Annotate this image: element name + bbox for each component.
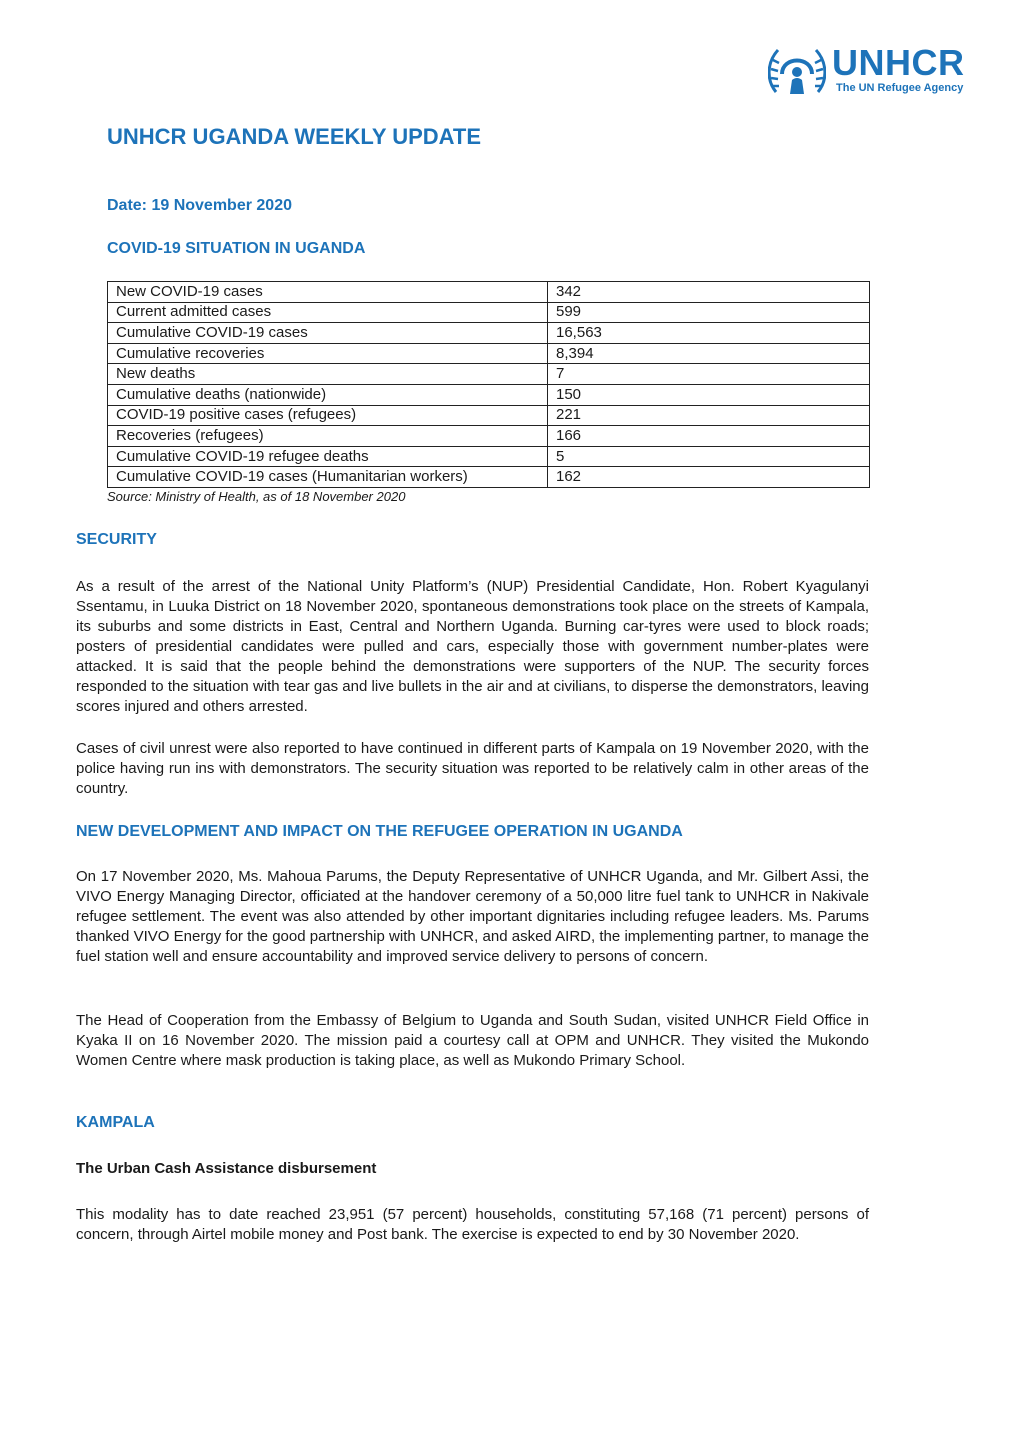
kampala-paragraph: This modality has to date reached 23,951 (57 percent) households, constituting 57,168 (71 percent) persons of concern, through Airtel mobile money and Post bank. The exercise is expected to end by 30 November 2020. (76, 1206, 869, 1243)
stat-label: Cumulative deaths (nationwide) (108, 384, 548, 405)
stat-label: Cumulative COVID-19 refugee deaths (108, 446, 548, 467)
security-heading: SECURITY (76, 531, 157, 548)
table-row (108, 405, 870, 426)
covid-section-heading: COVID-19 SITUATION IN UGANDA (107, 240, 366, 257)
stat-label: Cumulative recoveries (108, 343, 548, 364)
stat-label: Cumulative COVID-19 cases (108, 323, 548, 344)
stat-value: 166 (548, 426, 870, 447)
covid-stats-table (107, 281, 870, 488)
development-heading: NEW DEVELOPMENT AND IMPACT ON THE REFUGEE OPERATION IN UGANDA (76, 823, 683, 840)
stat-label: Cumulative COVID-19 cases (Humanitarian workers) (108, 467, 548, 488)
security-paragraph-2: Cases of civil unrest were also reported to have continued in different parts of Kampala on 19 November 2020, with the police having run ins with demonstrators. The security situation was reported to be relatively calm in other areas of the country. (76, 740, 869, 797)
stat-label: COVID-19 positive cases (refugees) (108, 405, 548, 426)
table-row (108, 426, 870, 447)
stat-value: 8,394 (548, 343, 870, 364)
stat-label: Current admitted cases (108, 302, 548, 323)
table-row (108, 343, 870, 364)
table-source-note: Source: Ministry of Health, as of 18 November 2020 (107, 489, 406, 504)
cash-assistance-subheading: The Urban Cash Assistance disbursement (76, 1160, 377, 1177)
development-paragraph-2: The Head of Cooperation from the Embassy of Belgium to Uganda and South Sudan, visited UNHCR Field Office in Kyaka II on 16 November 2020. The mission paid a courtesy call at OPM and UNHCR. They visited the Mukondo Women Centre where mask production is taking place, as well as Mukondo Primary School. (76, 1012, 869, 1069)
document-title: UNHCR UGANDA WEEKLY UPDATE (107, 124, 482, 149)
development-paragraph-1: On 17 November 2020, Ms. Mahoua Parums, the Deputy Representative of UNHCR Uganda, and Mr. Gilbert Assi, the VIVO Energy Managing Director, officiated at the handover ceremony of a 50,000 litre fuel tank to UNHCR in Nakivale refugee settlement. The event was also attended by other important dignitaries including refugee leaders. Ms. Parums thanked VIVO Energy for the good partnership with UNHCR, and asked AIRD, the implementing partner, to manage the fuel station well and ensure accountability and improved service delivery to persons of concern. (76, 868, 869, 965)
unhcr-logo (768, 44, 982, 100)
table-row (108, 384, 870, 405)
stat-value: 221 (548, 405, 870, 426)
table-row (108, 323, 870, 344)
stat-value: 342 (548, 282, 870, 303)
kampala-heading: KAMPALA (76, 1114, 155, 1131)
table-row (108, 302, 870, 323)
stat-value: 599 (548, 302, 870, 323)
logo-tagline: The UN Refugee Agency (836, 82, 964, 94)
stat-value: 150 (548, 384, 870, 405)
stat-label: New COVID-19 cases (108, 282, 548, 303)
security-paragraph-1: As a result of the arrest of the National Unity Platform’s (NUP) Presidential Candidate, Hon. Robert Kyagulanyi Ssentamu, in Luuka District on 18 November 2020, spontaneous demonstrations took place on the streets of Kampala, its suburbs and some districts in East, Central and Northern Uganda. Burning car-tyres were used to block roads; posters of presidential candidates were pulled and cars, especially those with government number-plates were attacked. It is said that the people behind the demonstrations were supporters of the NUP. The security forces responded to the situation with tear gas and live bullets in the air and at civilians, to disperse the demonstrators, leaving scores injured and others arrested. (76, 578, 869, 715)
table-row (108, 446, 870, 467)
table-row (108, 364, 870, 385)
unhcr-emblem-icon (768, 44, 826, 98)
stat-value: 5 (548, 446, 870, 467)
report-date: Date: 19 November 2020 (107, 197, 292, 214)
stat-label: New deaths (108, 364, 548, 385)
stat-value: 7 (548, 364, 870, 385)
table-row (108, 467, 870, 488)
table-row (108, 282, 870, 303)
stat-value: 16,563 (548, 323, 870, 344)
logo-wordmark: UNHCR (832, 42, 965, 83)
stat-label: Recoveries (refugees) (108, 426, 548, 447)
stat-value: 162 (548, 467, 870, 488)
